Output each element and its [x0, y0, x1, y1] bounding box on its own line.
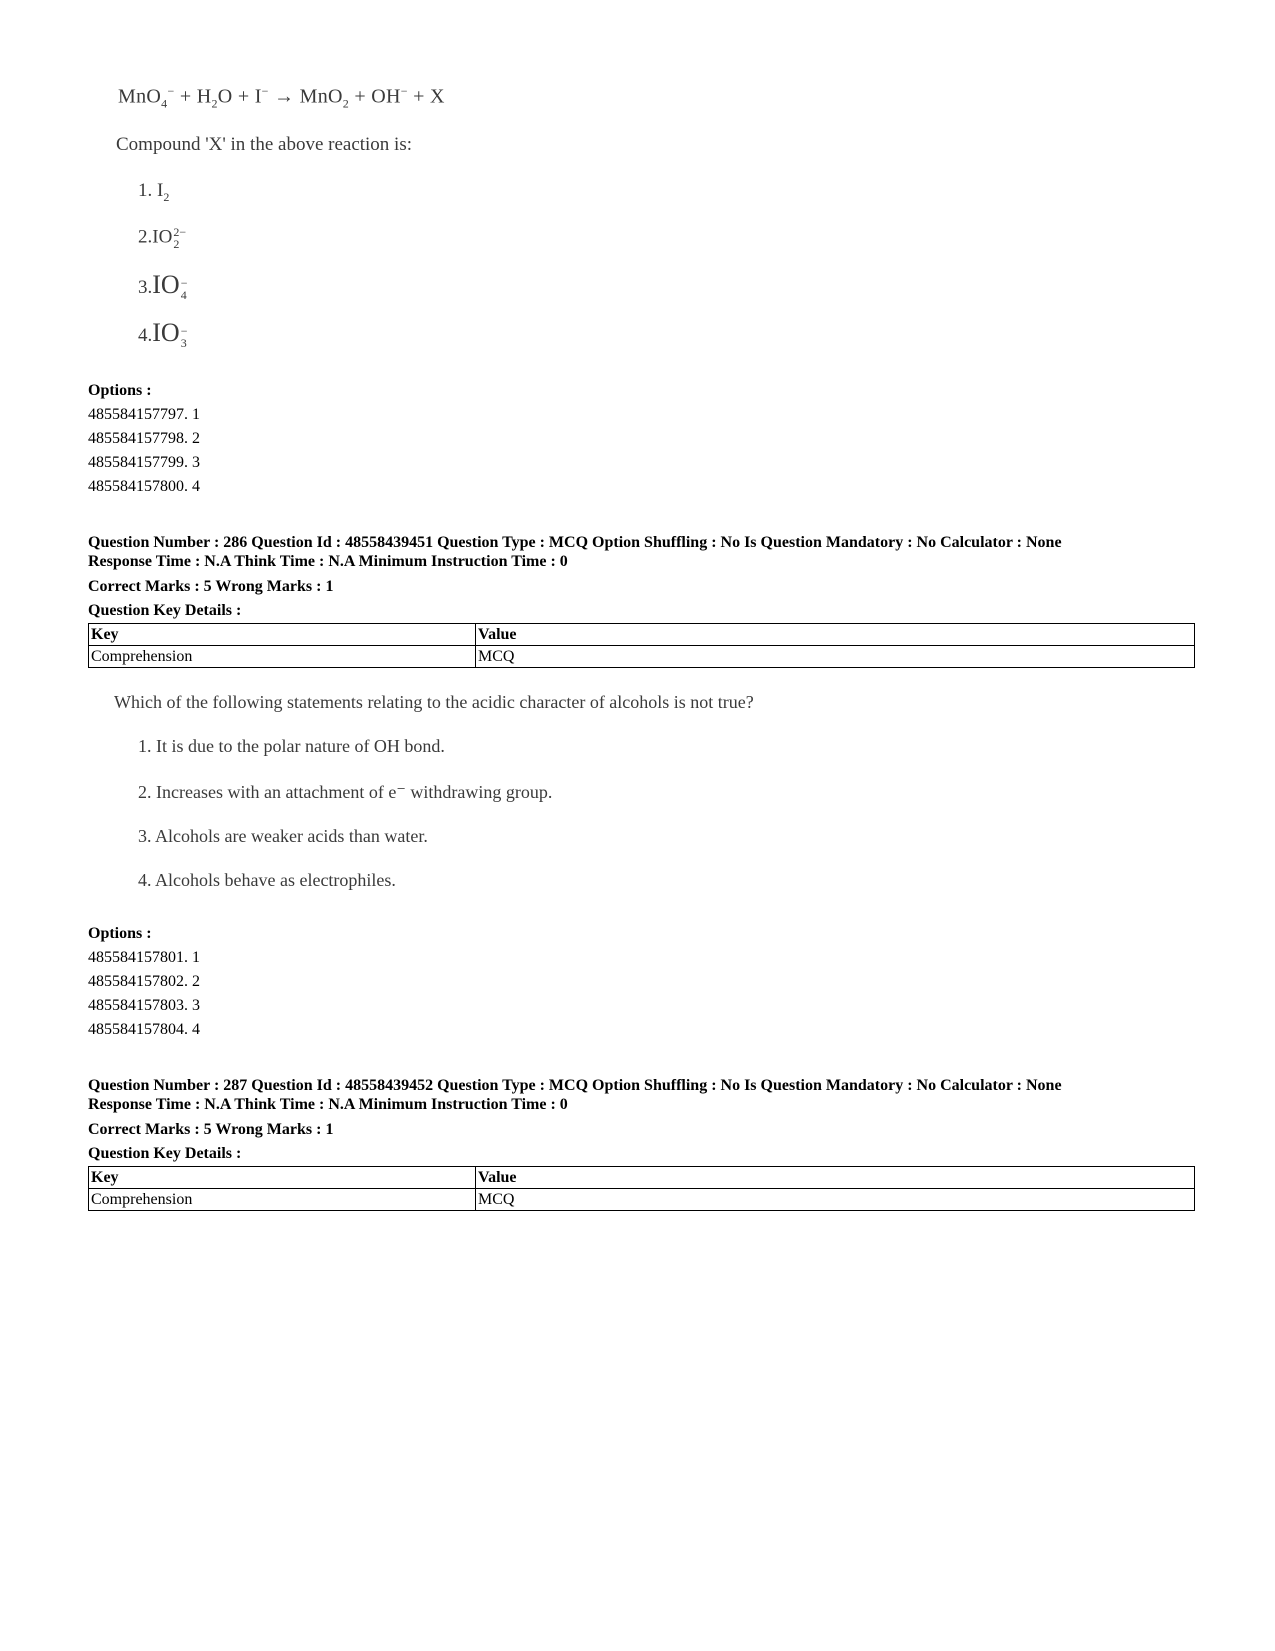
key-details-label-286: Question Key Details :: [88, 602, 242, 619]
table-header-value: Value: [476, 624, 1195, 646]
table-header-value: Value: [476, 1167, 1195, 1189]
question-meta-287: [88, 1076, 1198, 1114]
options-list-286: [88, 922, 200, 1042]
choice-286-1: 1. It is due to the polar nature of OH bond.: [138, 736, 445, 756]
options-label: Options :: [88, 925, 152, 942]
option-id-3: 485584157799. 3: [88, 454, 200, 471]
choice-2: 2.IO 2− 2: [138, 225, 187, 251]
options-label: Options :: [88, 382, 152, 399]
option-id-3: 485584157803. 3: [88, 997, 200, 1014]
table-row: [89, 1189, 1195, 1211]
option-id-2: 485584157802. 2: [88, 973, 200, 990]
option-id-2: 485584157798. 2: [88, 430, 200, 447]
marks-287: Correct Marks : 5 Wrong Marks : 1: [88, 1121, 334, 1138]
question-stem: Compound 'X' in the above reaction is:: [116, 134, 413, 155]
question-stem-286: Which of the following statements relating to the acidic character of alcohols is not true?: [114, 692, 754, 712]
question-meta-line2: Response Time : N.A Think Time : N.A Minimum Instruction Time : 0: [88, 553, 568, 570]
option-id-1: 485584157801. 1: [88, 949, 200, 966]
choice-286-4: 4. Alcohols behave as electrophiles.: [138, 870, 396, 890]
option-id-4: 485584157800. 4: [88, 478, 200, 495]
table-header-key: Key: [89, 624, 476, 646]
table-row: [89, 646, 1195, 668]
choice-4: 4.IO − 3: [138, 318, 188, 350]
choice-1: 1. $I_2$: [138, 180, 170, 204]
question-meta-line1: Question Number : 287 Question Id : 48558439452 Question Type : MCQ Option Shuffling : No Is Question Mandatory : No Calculator : None: [88, 1077, 1062, 1094]
choice-286-3: 3. Alcohols are weaker acids than water.: [138, 826, 428, 846]
table-cell-value: MCQ: [476, 1189, 1195, 1211]
question-meta-line2: Response Time : N.A Think Time : N.A Minimum Instruction Time : 0: [88, 1096, 568, 1113]
table-cell-key: Comprehension: [89, 646, 476, 668]
table-header-row: [89, 1167, 1195, 1189]
key-details-label-287: Question Key Details :: [88, 1145, 242, 1162]
table-cell-value: MCQ: [476, 646, 1195, 668]
choice-286-2: 2. Increases with an attachment of e⁻ withdrawing group.: [138, 782, 553, 802]
option-id-4: 485584157804. 4: [88, 1021, 200, 1038]
key-value-table-286: [88, 623, 1195, 668]
options-list: [88, 379, 200, 499]
table-cell-key: Comprehension: [89, 1189, 476, 1211]
question-meta-line1: Question Number : 286 Question Id : 48558439451 Question Type : MCQ Option Shuffling : No Is Question Mandatory : No Calculator : None: [88, 534, 1062, 551]
table-header-row: [89, 624, 1195, 646]
option-id-1: 485584157797. 1: [88, 406, 200, 423]
question-meta-286: [88, 533, 1198, 571]
table-header-key: Key: [89, 1167, 476, 1189]
reaction-equation: $MnO_4^- + H_2O + I^- \to MnO_2 + OH^- + X$: [118, 84, 445, 111]
marks-286: Correct Marks : 5 Wrong Marks : 1: [88, 578, 334, 595]
key-value-table-287: [88, 1166, 1195, 1211]
choice-3: 3.IO − 4: [138, 270, 188, 302]
